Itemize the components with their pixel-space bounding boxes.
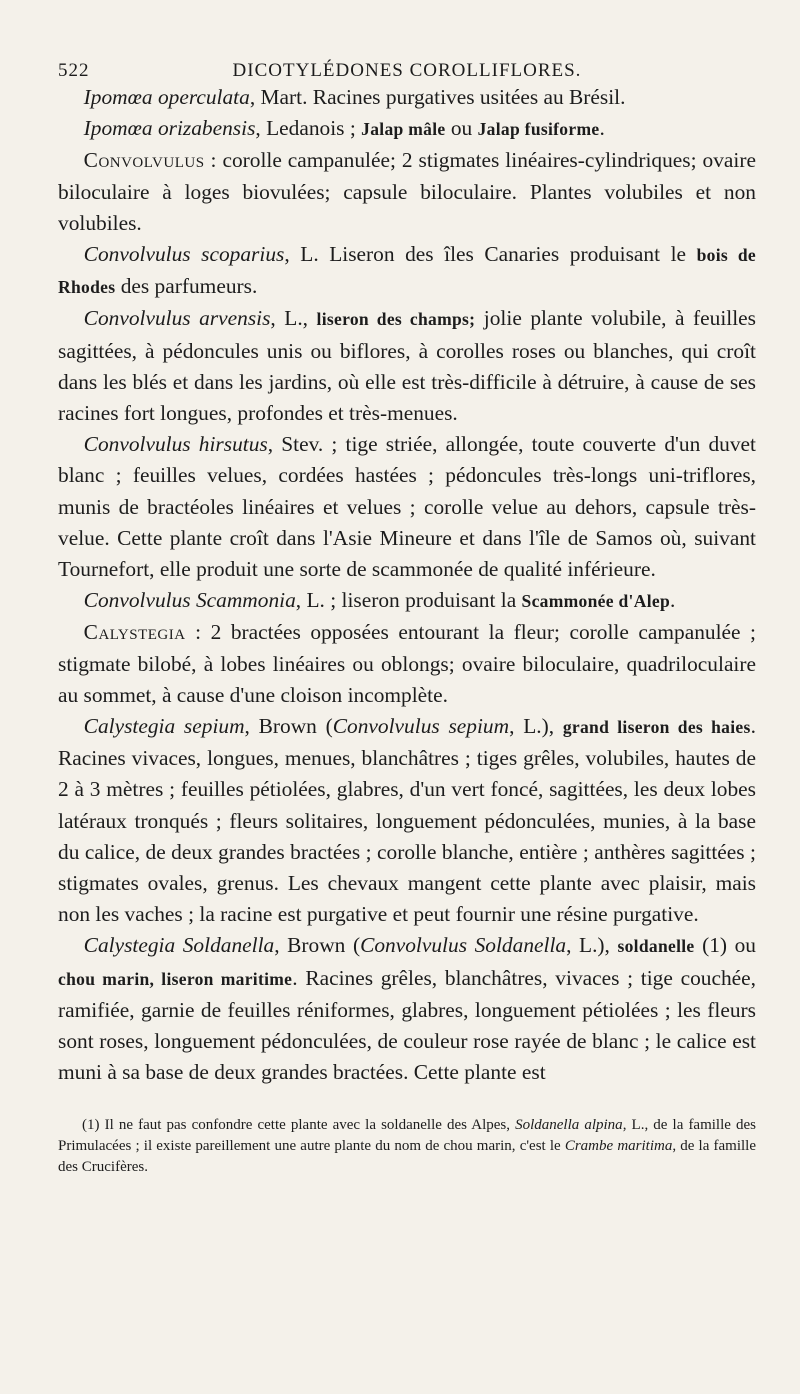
paragraph [58, 113, 756, 145]
text-run: : corolle campanulée; 2 stigmates linéaires-cylindriques; ovaire biloculaire à loges biovulées; capsule biloculaire. Plantes volubiles et non volubiles. [58, 148, 756, 235]
text-run: Scammonée d'Alep [521, 591, 670, 612]
paragraph [58, 617, 756, 711]
text-run: , Mart. Racines purgatives usitées au Brésil. [249, 85, 626, 109]
paragraph [58, 145, 756, 239]
text-run: Jalap fusiforme [477, 119, 600, 140]
text-run: liseron des champs; [316, 309, 476, 330]
body-text [58, 82, 756, 1089]
text-run: Calystegia Soldanella [83, 933, 275, 958]
text-run: ou [445, 116, 478, 141]
text-run: . [670, 588, 676, 613]
text-run: . [599, 116, 605, 141]
paragraph [58, 585, 756, 617]
text-run: , L. ; liseron produisant la [295, 588, 522, 613]
text-run: . Racines grêles, blanchâtres, vivaces ; tige couchée, ramifiée, garnie de feuilles réniformes, glabres, longuement pétiolées ; les fleurs sont roses, longuement pédonculées, de couleur rose rayée de blanc ; le calice est muni à sa base de deux grandes bractées. Cette plante est [58, 965, 756, 1085]
text-run: Convolvulus Scammonia [83, 588, 296, 613]
text-run: Convolvulus sepium [332, 714, 510, 739]
paragraph [58, 930, 756, 1088]
text-run: , L., [270, 306, 317, 331]
text-run: Convolvulus hirsutus [83, 432, 268, 457]
paragraph [58, 303, 756, 429]
text-run: , L.), [509, 714, 563, 739]
text-run: . Racines vivaces, longues, menues, blanchâtres ; tiges grêles, volubiles, hautes de 2 à 3 mètres ; feuilles pétiolées, glabres, d'un vert foncé, sagittées, les deux lobes latéraux tronqués ; fleurs solitaires, longuement pédonculées, munies, à la base du calice, de deux grandes bractées ; corolle blanche, entière ; anthères sagittées ; stigmates ovales, grenus. Les chevaux mangent cette plante avec plaisir, mais non les vaches ; la racine est purgative et peut fournir une résine purgative. [58, 714, 756, 927]
text-run: Calystegia [83, 620, 186, 645]
text-run: Convolvulus scoparius [83, 242, 285, 267]
text-run: : 2 bractées opposées entourant la fleur; corolle campanulée ; stigmate bilobé, à lobes linéaires ou oblongs; ovaire biloculaire, quadriloculaire au sommet, à cause d'une cloison incomplète. [58, 620, 756, 707]
text-run: Jalap mâle [361, 119, 446, 140]
footnote-run: Soldanella alpina [515, 1116, 623, 1133]
text-run: grand liseron des haies [562, 717, 751, 738]
page-number: 522 [58, 60, 90, 81]
running-head [58, 48, 756, 82]
text-run: Calystegia sepium [83, 714, 245, 739]
text-run: Convolvulus Soldanella [360, 933, 567, 958]
text-run: Ipomœa operculata [83, 85, 250, 109]
text-run: jolie plante volubile, à feuilles sagittées, à pédoncules unis ou biflores, à corolles roses ou blanches, qui croît dans les blés et dans les jardins, où elle est très-difficile à détruire, à cause de ses racines fort longues, profondes et très-menues. [58, 306, 756, 426]
footnote [58, 1115, 756, 1179]
text-run: , Ledanois ; [255, 116, 362, 141]
paragraph [58, 429, 756, 585]
paragraph [58, 82, 756, 113]
text-run: Ipomœa orizabensis [83, 116, 256, 141]
paragraph [58, 711, 756, 930]
text-run: , Stev. ; tige striée, allongée, toute couverte d'un duvet blanc ; feuilles velues, cordées hastées ; pédoncules très-longs uni-triflores, munis de bractéoles linéaires et velues ; corolle velue au dehors, capsule très-velue. Cette plante croît dans l'Asie Mineure et dans l'île de Samos où, suivant Tournefort, elle produit une sorte de scammonée de qualité inférieure. [58, 432, 756, 582]
paragraph [58, 239, 756, 303]
text-run: Convolvulus [83, 148, 205, 173]
footnote-run: (1) Il ne faut pas confondre cette plante avec la soldanelle des Alpes, [82, 1116, 516, 1133]
text-run: , Brown ( [244, 714, 333, 739]
text-run: soldanelle [617, 936, 695, 957]
footnote-run: Crambe maritima [564, 1137, 673, 1154]
text-run: des parfumeurs. [115, 274, 258, 299]
text-run: Convolvulus arvensis [83, 306, 271, 331]
running-title: DICOTYLÉDONES COROLLIFLORES. [232, 60, 582, 81]
footnotes [58, 1115, 756, 1179]
text-run: (1) ou [694, 933, 756, 958]
text-run: , Brown ( [274, 933, 361, 958]
footnote-run: , de la famille des Crucifères. [58, 1137, 757, 1175]
text-run: , L. Liseron des îles Canaries produisant le [284, 242, 697, 267]
text-run: chou marin, liseron maritime [58, 968, 293, 989]
text-run: , L.), [566, 933, 618, 958]
footnote-run: , L., de la famille des Primulacées ; il existe pareillement une autre plante du nom de chou marin, c'est le [58, 1116, 757, 1154]
text-run: bois de Rhodes [58, 245, 756, 298]
